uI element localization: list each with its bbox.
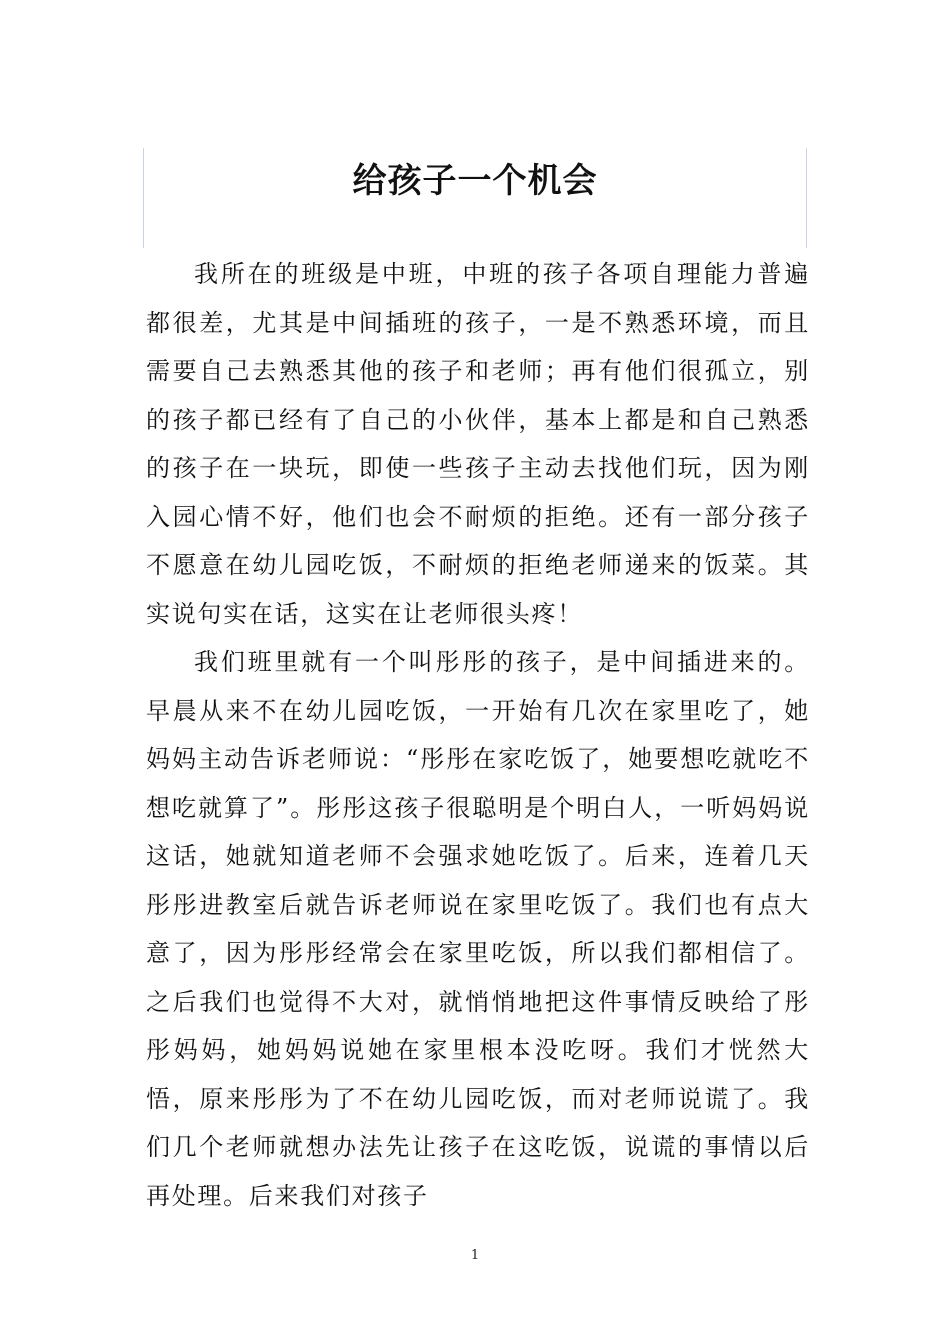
page-number: 1 xyxy=(470,1248,480,1263)
paragraph-1: 我所在的班级是中班，中班的孩子各项自理能力普遍都很差，尤其是中间插班的孩子，一是不熟悉环境，而且需要自己去熟悉其他的孩子和老师；再有他们很孤立，别的孩子都已经有了自己的小伙伴，基本上都是和自己熟悉的孩子在一块玩，即使一些孩子主动去找他们玩，因为刚入园心情不好，他们也会不耐烦的拒绝。还有一部分孩子不愿意在幼儿园吃饭，不耐烦的拒绝老师递来的饭菜。其实说句实在话，这实在让老师很头疼！ xyxy=(146,260,810,628)
document-body xyxy=(146,250,810,1220)
document-title: 给孩子一个机会 xyxy=(352,161,598,201)
paragraph-2: 我们班里就有一个叫彤彤的孩子，是中间插进来的。早晨从来不在幼儿园吃饭，一开始有几次在家里吃了，她妈妈主动告诉老师说：“彤彤在家吃饭了，她要想吃就吃不想吃就算了”。彤彤这孩子很聪明是个明白人，一听妈妈说这话，她就知道老师不会强求她吃饭了。后来，连着几天彤彤进教室后就告诉老师说在家里吃饭了。我们也有点大意了，因为彤彤经常会在家里吃饭，所以我们都相信了。之后我们也觉得不大对，就悄悄地把这件事情反映给了彤彤妈妈，她妈妈说她在家里根本没吃呀。我们才恍然大悟，原来彤彤为了不在幼儿园吃饭，而对老师说谎了。我们几个老师就想办法先让孩子在这吃饭，说谎的事情以后再处理。后来我们对孩子 xyxy=(146,648,810,1210)
